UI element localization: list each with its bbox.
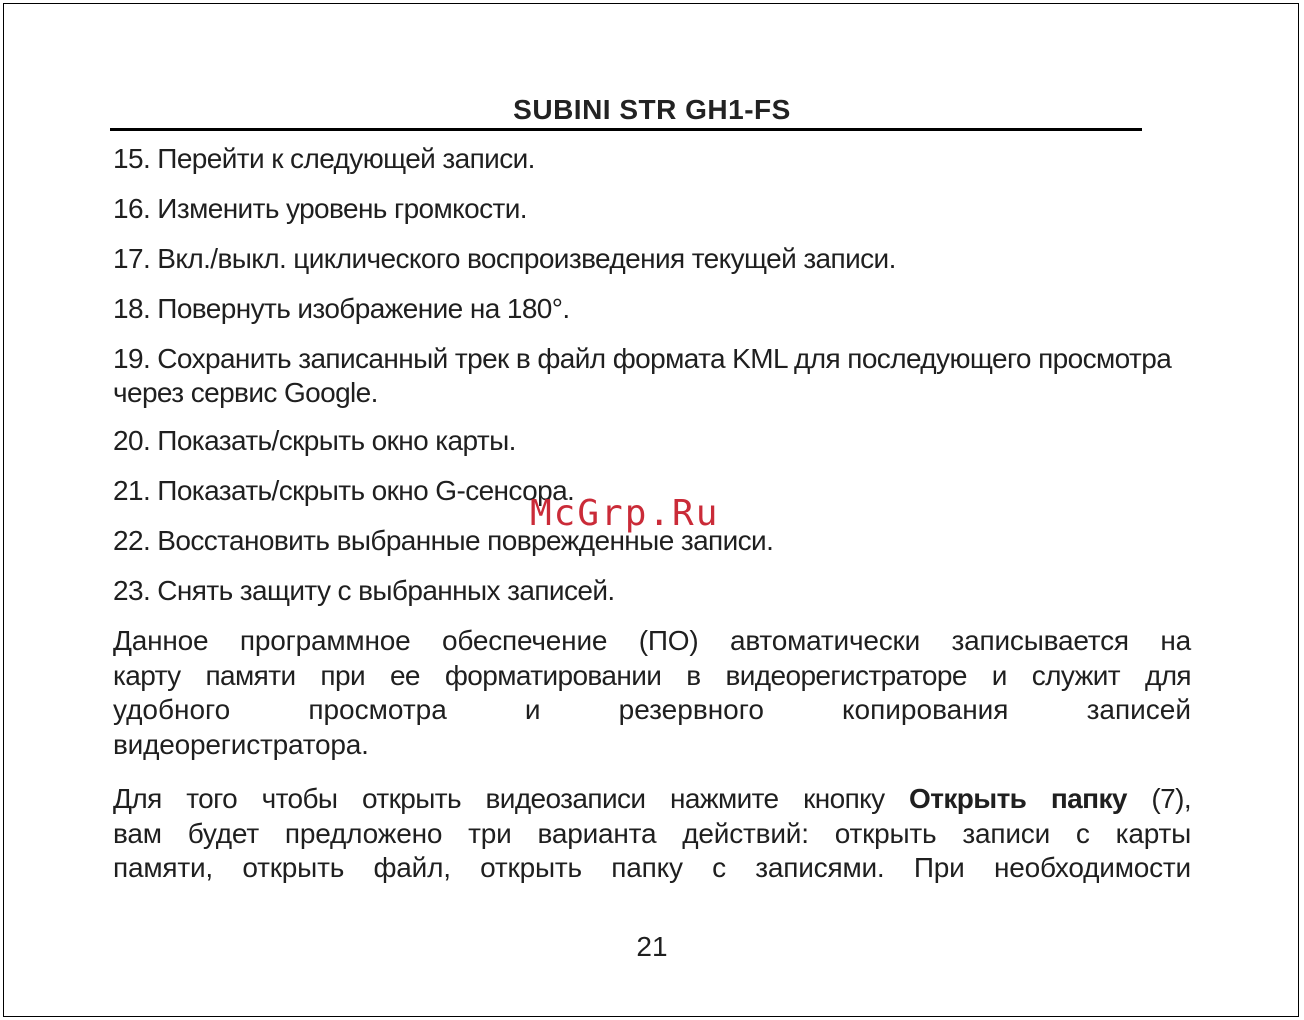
document-header-title: SUBINI STR GH1-FS [513, 94, 791, 125]
paragraph-line: Данное программное обеспечение (ПО) автоматически записывается на [113, 625, 1191, 656]
header-divider [110, 128, 1142, 131]
list-item: 18. Повернуть изображение на 180°. [113, 293, 570, 324]
list-item: 16. Изменить уровень громкости. [113, 193, 527, 224]
list-item: 23. Снять защиту с выбранных записей. [113, 575, 615, 606]
list-item: 20. Показать/скрыть окно карты. [113, 425, 516, 456]
list-item: 22. Восстановить выбранные поврежденные записи. [113, 525, 774, 556]
paragraph-line: памяти, открыть файл, открыть папку с записями. При необходимости [113, 852, 1191, 883]
paragraph-line: вам будет предложено три варианта действий: открыть записи с карты [113, 817, 1191, 849]
page-number: 21 [636, 931, 668, 962]
paragraph-text: Для того чтобы открыть видеозаписи нажмите кнопку [113, 783, 910, 814]
list-item: 15. Перейти к следующей записи. [113, 143, 535, 174]
list-item: 21. Показать/скрыть окно G-сенсора. [113, 475, 575, 506]
paragraph-text: (7), [1126, 783, 1191, 814]
open-folder-button-label: Открыть папку [909, 783, 1127, 814]
paragraph-open-folder [113, 782, 1191, 886]
paragraph-line [113, 782, 1191, 817]
paragraph-line: удобного просмотра и резервного копирования записей [113, 694, 1191, 725]
paragraph-line: видеорегистратора. [113, 728, 369, 760]
watermark: McGrp.Ru [530, 493, 720, 534]
paragraph-software-description [113, 624, 1191, 762]
list-item: 19. Сохранить записанный трек в файл формата KML для последующего просмотра через сервис Google. [113, 343, 1172, 408]
list-item: 17. Вкл./выкл. циклического воспроизведения текущей записи. [113, 243, 896, 274]
paragraph-line: карту памяти при ее форматировании в видеорегистраторе и служит для [113, 659, 1191, 691]
